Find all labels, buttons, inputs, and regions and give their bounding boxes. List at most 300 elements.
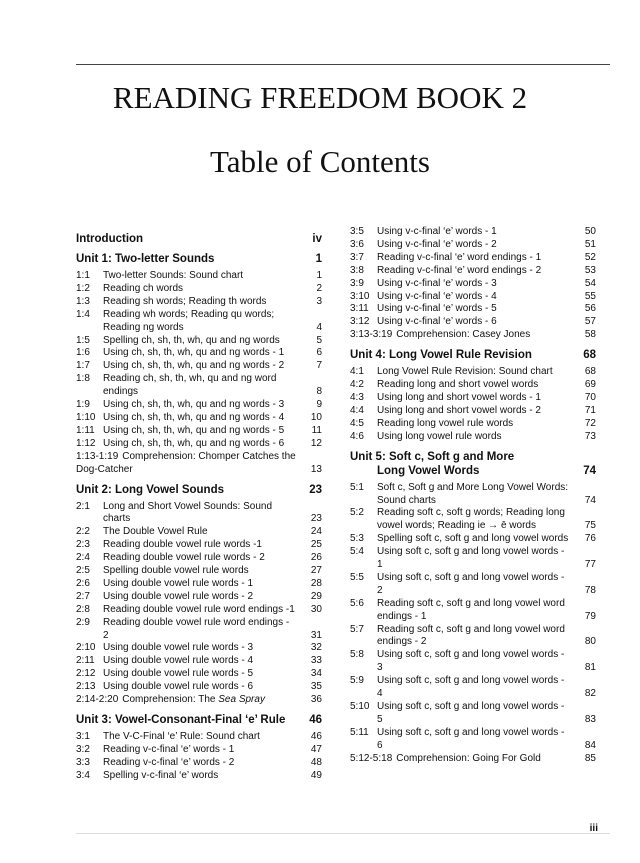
toc-entry-title bbox=[377, 316, 570, 329]
toc-entry-number: 1:9 bbox=[76, 399, 90, 411]
toc-entry-title bbox=[377, 278, 570, 291]
toc-entry-number: 4:2 bbox=[350, 379, 364, 391]
unit-heading-text: Unit 1: Two-letter Sounds bbox=[76, 253, 215, 265]
toc-entry-page: 57 bbox=[584, 316, 596, 328]
toc-entry-title-text: Using ch, sh, th, wh, qu and ng words - 4 bbox=[103, 411, 285, 423]
toc-entry bbox=[76, 399, 322, 412]
toc-entry-number: 1:4 bbox=[76, 308, 90, 320]
toc-entry-page: 54 bbox=[584, 277, 596, 289]
toc-entry-number: 5:3 bbox=[350, 533, 364, 545]
toc-entry-title-text: Spelling v-c-final ‘e’ words bbox=[103, 769, 219, 781]
toc-entry-page: 32 bbox=[310, 642, 322, 654]
toc-entry bbox=[76, 744, 322, 757]
toc-entry-title-text: Using soft c, soft g and long vowel words - 5 bbox=[377, 701, 565, 725]
toc-entry-number: 5:11 bbox=[350, 726, 369, 738]
toc-entry bbox=[76, 425, 322, 438]
toc-entry-page: 55 bbox=[584, 290, 596, 302]
toc-entry bbox=[350, 572, 596, 598]
toc-entry-number: 2:12 bbox=[76, 668, 96, 680]
toc-entry bbox=[76, 347, 322, 360]
toc-entry-title bbox=[377, 405, 570, 418]
toc-entry-title bbox=[377, 675, 570, 701]
toc-entry-page: 1 bbox=[316, 270, 322, 281]
toc-entry bbox=[350, 727, 596, 753]
toc-entry-number: 1:7 bbox=[76, 360, 90, 372]
toc-entry-title-text: Reading v-c-final ‘e’ word endings - 2 bbox=[377, 264, 542, 276]
toc-entry-title-text: Reading ch words bbox=[103, 282, 184, 294]
toc-entry bbox=[350, 278, 596, 291]
toc-entry-number: 2:13 bbox=[76, 681, 96, 693]
toc-right-column bbox=[350, 226, 596, 766]
toc-entry-title-text: Two-letter Sounds: Sound chart bbox=[103, 270, 244, 281]
top-rule bbox=[76, 64, 610, 65]
toc-entry-title-text: Using long vowel rule words bbox=[377, 430, 502, 442]
toc-entry-title bbox=[377, 431, 570, 444]
toc-entry-title-text: Comprehension: Casey Jones bbox=[396, 329, 531, 341]
toc-entry-number: 5:4 bbox=[350, 546, 364, 558]
unit-heading-text: Introduction bbox=[76, 233, 144, 245]
toc-entry-page: 6 bbox=[316, 347, 322, 359]
toc-entry-title bbox=[377, 392, 570, 405]
toc-entry-page: 58 bbox=[584, 329, 596, 341]
toc-entry-number: 5:12-5:18 bbox=[350, 752, 393, 764]
toc-entry-number: 3:3 bbox=[76, 756, 90, 768]
toc-entry-page: 80 bbox=[584, 636, 596, 648]
toc-entry-page: 30 bbox=[310, 603, 322, 615]
toc-entry-number: 4:5 bbox=[350, 417, 364, 429]
toc-entry-title-text: Using soft c, soft g and long vowel words - 1 bbox=[377, 546, 565, 571]
toc-entry-title-text: Using ch, sh, th, wh, qu and ng words - 2 bbox=[103, 360, 285, 372]
toc-entry-title-text: Spelling ch, sh, th, wh, qu and ng words bbox=[103, 334, 280, 346]
toc-entry-number: 3:2 bbox=[76, 743, 90, 755]
toc-entry-number: 1:8 bbox=[76, 373, 90, 385]
toc-entry-title bbox=[377, 533, 570, 546]
toc-entry-page: 77 bbox=[584, 559, 596, 571]
toc-entry bbox=[76, 668, 322, 681]
toc-entry bbox=[350, 482, 596, 508]
toc-entry-page: 83 bbox=[584, 713, 596, 725]
toc-entry bbox=[76, 565, 322, 578]
unit-heading bbox=[350, 348, 596, 362]
toc-entry-page: 73 bbox=[584, 430, 596, 442]
toc-entry-page: 31 bbox=[310, 629, 322, 641]
toc-entry bbox=[76, 604, 322, 617]
toc-entry-title-text: Using double vowel rule words - 5 bbox=[103, 668, 254, 680]
toc-entry-title-text: The Double Vowel Rule bbox=[103, 526, 208, 538]
unit-heading bbox=[350, 450, 596, 478]
toc-entry-title-text: Reading double vowel rule word endings - 2 bbox=[103, 616, 290, 641]
unit-heading-page: 74 bbox=[583, 464, 596, 477]
toc-entry-title bbox=[377, 265, 570, 278]
toc-entry bbox=[76, 309, 322, 335]
toc-entry-title-text: Reading soft c, soft g and long vowel word endings - 2 bbox=[377, 623, 565, 648]
toc-entry-page: 35 bbox=[310, 681, 322, 693]
toc-entry-title bbox=[103, 526, 296, 539]
unit-heading bbox=[76, 232, 322, 246]
toc-entry-number: 2:4 bbox=[76, 552, 90, 564]
toc-entry-page: 76 bbox=[584, 533, 596, 545]
toc-entry-title bbox=[377, 546, 570, 572]
toc-entry-title-text: Using double vowel rule words - 3 bbox=[103, 642, 254, 654]
toc-entry bbox=[350, 675, 596, 701]
toc-entry bbox=[76, 757, 322, 770]
toc-entry-title-italic: Sea Spray bbox=[218, 694, 265, 706]
toc-entry bbox=[350, 753, 596, 766]
toc-entry-number: 5:7 bbox=[350, 623, 364, 635]
toc-entry-title-text: Reading ch, sh, th, wh, qu and ng word endings bbox=[103, 373, 277, 398]
toc-entry-page: 68 bbox=[584, 366, 596, 378]
toc-entry-number: 2:10 bbox=[76, 642, 96, 654]
toc-entry-number: 2:8 bbox=[76, 603, 90, 615]
toc-entry-title bbox=[103, 770, 296, 783]
toc-entry-page: 23 bbox=[310, 513, 322, 525]
toc-entry-title-text: Reading soft c, soft g and long vowel word endings - 1 bbox=[377, 597, 565, 622]
toc-entry bbox=[350, 546, 596, 572]
toc-entry-page: 29 bbox=[310, 590, 322, 602]
toc-entry-page: 51 bbox=[584, 238, 596, 250]
toc-entry bbox=[350, 405, 596, 418]
toc-entry-page: 12 bbox=[310, 437, 322, 449]
toc-entry-page: 28 bbox=[310, 577, 322, 589]
toc-entry-page: 3 bbox=[316, 295, 322, 307]
toc-entry-number: 3:11 bbox=[350, 303, 369, 315]
toc-entry-title-text: Long Vowel Rule Revision: Sound chart bbox=[377, 366, 553, 378]
toc-entry-title-text: Using long and short vowel words - 2 bbox=[377, 404, 541, 416]
toc-entry-title-text: Using double vowel rule words - 4 bbox=[103, 655, 254, 667]
toc-entry-title-text: Using soft c, soft g and long vowel words - 6 bbox=[377, 726, 565, 751]
toc-entry-page: 79 bbox=[584, 610, 596, 622]
toc-entry bbox=[350, 533, 596, 546]
toc-entry-page: 50 bbox=[584, 226, 596, 237]
toc-entry-page: 72 bbox=[584, 417, 596, 429]
unit-heading-page: 46 bbox=[309, 714, 322, 726]
unit-heading-text: Unit 4: Long Vowel Rule Revision bbox=[350, 349, 532, 362]
toc-entry-page: 85 bbox=[584, 752, 596, 764]
toc-entry-title-text: Using ch, sh, th, wh, qu and ng words - 1 bbox=[103, 347, 285, 359]
toc-entry-number: 1:2 bbox=[76, 282, 90, 294]
toc-entry-page: 9 bbox=[316, 399, 322, 411]
toc-entry-title-text: Using ch, sh, th, wh, qu and ng words - 5 bbox=[103, 424, 285, 436]
toc-entry-page: 81 bbox=[584, 662, 596, 674]
toc-entry-page: 49 bbox=[310, 769, 322, 781]
toc-entry-number: 1:11 bbox=[76, 424, 95, 436]
toc-entry-page: 5 bbox=[316, 334, 322, 346]
toc-entry bbox=[76, 731, 322, 744]
toc-entry bbox=[350, 507, 596, 533]
toc-entry bbox=[350, 226, 596, 239]
toc-entry-title bbox=[377, 379, 570, 392]
toc-entry-number: 2:2 bbox=[76, 526, 90, 538]
toc-entry-title-text: The V-C-Final ‘e’ Rule: Sound chart bbox=[103, 731, 260, 742]
toc-entry bbox=[76, 296, 322, 309]
toc-entry-number: 5:10 bbox=[350, 701, 370, 712]
toc-entry-title bbox=[103, 539, 296, 552]
toc-entry bbox=[350, 252, 596, 265]
toc-entry bbox=[76, 681, 322, 694]
unit-heading bbox=[76, 252, 322, 266]
toc-entry-number: 3:13-3:19 bbox=[350, 329, 393, 341]
toc-entry-title-text: Using long and short vowel words - 1 bbox=[377, 391, 541, 403]
toc-entry-title bbox=[377, 624, 570, 650]
toc-entry bbox=[350, 265, 596, 278]
toc-entry-number: 5:6 bbox=[350, 597, 364, 609]
toc-entry-title bbox=[377, 598, 570, 624]
toc-entry bbox=[350, 303, 596, 316]
toc-entry-title-text: Using soft c, soft g and long vowel words - 4 bbox=[377, 675, 565, 700]
toc-entry-title-text: Using soft c, soft g and long vowel words - 2 bbox=[377, 571, 565, 596]
toc-entry-title bbox=[377, 239, 570, 252]
toc-entry-title bbox=[103, 757, 296, 770]
toc-entry-page: 74 bbox=[584, 494, 596, 506]
toc-entry-title bbox=[103, 642, 296, 655]
toc-entry bbox=[76, 438, 322, 451]
toc-entry-title-text: Reading long vowel rule words bbox=[377, 417, 514, 429]
toc-entry-page: 48 bbox=[310, 756, 322, 768]
toc-entry-title-text: Using double vowel rule words - 2 bbox=[103, 590, 254, 602]
toc-entry bbox=[350, 392, 596, 405]
toc-entry-number: 3:12 bbox=[350, 316, 370, 328]
toc-entry-title bbox=[103, 681, 296, 694]
toc-entry bbox=[76, 270, 322, 283]
toc-entry-title-text: Soft c, Soft g and More Long Vowel Words: Sound charts bbox=[377, 481, 569, 506]
toc-entry-title bbox=[103, 360, 296, 373]
toc-entry-page: 52 bbox=[584, 251, 596, 263]
toc-entry-page: 36 bbox=[310, 694, 322, 706]
toc-entry-title bbox=[103, 425, 296, 438]
toc-entry-title bbox=[103, 501, 296, 527]
toc-entry-number: 2:9 bbox=[76, 616, 90, 628]
toc-entry bbox=[76, 770, 322, 783]
toc-entry-title-text: Reading double vowel rule word endings -1 bbox=[103, 603, 295, 615]
book-title: READING FREEDOM BOOK 2 bbox=[112, 80, 528, 115]
toc-entry-title bbox=[103, 412, 296, 425]
toc-entry-number: 2:14-2:20 bbox=[76, 694, 119, 706]
toc-entry-page: 84 bbox=[584, 739, 596, 751]
toc-entry-title-text: Comprehension: Going For Gold bbox=[396, 752, 541, 764]
toc-entry bbox=[76, 412, 322, 425]
toc-entry bbox=[350, 431, 596, 444]
toc-entry-title bbox=[377, 507, 570, 533]
toc-entry-title-text: Reading double vowel rule words - 2 bbox=[103, 552, 265, 564]
toc-entry-title-text: Reading double vowel rule words -1 bbox=[103, 539, 262, 551]
toc-entry-number: 1:5 bbox=[76, 334, 90, 346]
toc-entry-number: 3:10 bbox=[350, 290, 370, 302]
toc-entry bbox=[76, 694, 322, 707]
toc-entry-page: 26 bbox=[310, 552, 322, 564]
toc-entry-title bbox=[377, 727, 570, 753]
toc-entry bbox=[76, 617, 322, 643]
toc-entry-number: 4:6 bbox=[350, 430, 364, 442]
toc-entry-number: 1:1 bbox=[76, 270, 90, 281]
toc-entry-page: 69 bbox=[584, 379, 596, 391]
unit-heading-text-continued: Long Vowel Words bbox=[377, 464, 480, 477]
toc-entry-title bbox=[103, 617, 296, 643]
toc-entry-page: 34 bbox=[310, 668, 322, 680]
toc-entry-title bbox=[377, 482, 570, 508]
toc-entry-number: 1:12 bbox=[76, 437, 96, 449]
toc-entry-number: 4:3 bbox=[350, 391, 364, 403]
toc-entry-number: 3:5 bbox=[350, 226, 364, 237]
toc-left-column bbox=[76, 226, 322, 783]
unit-heading-page: 68 bbox=[583, 349, 596, 362]
toc-entry-page: 24 bbox=[310, 526, 322, 538]
toc-entry-title-text: Using ch, sh, th, wh, qu and ng words - 6 bbox=[103, 437, 285, 449]
toc-entry-number: 5:8 bbox=[350, 649, 364, 661]
toc-entry bbox=[76, 642, 322, 655]
toc-entry bbox=[76, 360, 322, 373]
toc-entry-title-text: Spelling double vowel rule words bbox=[103, 565, 249, 577]
toc-entry-number: 3:7 bbox=[350, 251, 364, 263]
toc-entry-page: 27 bbox=[310, 565, 322, 577]
toc-entry-title-text: Spelling soft c, soft g and long vowel words bbox=[377, 533, 569, 545]
toc-entry-page: 46 bbox=[310, 731, 322, 742]
toc-entry-title bbox=[103, 438, 296, 451]
toc-entry-number: 2:7 bbox=[76, 590, 90, 602]
toc-entry bbox=[76, 526, 322, 539]
toc-entry-title-text: Using v-c-final ‘e’ words - 2 bbox=[377, 238, 497, 250]
toc-entry-title bbox=[377, 291, 570, 304]
toc-entry-number: 1:3 bbox=[76, 295, 90, 307]
unit-heading-text: Unit 3: Vowel-Consonant-Final ‘e’ Rule bbox=[76, 714, 286, 726]
unit-heading-text: Unit 5: Soft c, Soft g and More bbox=[350, 450, 515, 463]
toc-entry-title-text: Reading v-c-final ‘e’ words - 2 bbox=[103, 756, 235, 768]
toc-entry bbox=[76, 655, 322, 668]
toc-entry bbox=[350, 379, 596, 392]
toc-entry-number: 2:11 bbox=[76, 655, 95, 667]
toc-entry-number: 3:6 bbox=[350, 238, 364, 250]
toc-entry-title bbox=[103, 668, 296, 681]
toc-entry-number: 5:1 bbox=[350, 481, 364, 493]
toc-entry-page: 13 bbox=[310, 463, 322, 475]
toc-entry-title-text: Using ch, sh, th, wh, qu and ng words - 3 bbox=[103, 399, 285, 411]
toc-entry-number: 1:10 bbox=[76, 411, 96, 423]
toc-entry-number: 2:5 bbox=[76, 565, 90, 577]
toc-entry-number: 3:4 bbox=[76, 769, 90, 781]
toc-entry-title bbox=[103, 655, 296, 668]
toc-entry-number: 2:1 bbox=[76, 500, 90, 512]
toc-entry bbox=[76, 501, 322, 527]
toc-entry bbox=[350, 701, 596, 727]
toc-entry-page: 56 bbox=[584, 303, 596, 315]
toc-entry-title bbox=[103, 744, 296, 757]
toc-entry-title-text: Using v-c-final ‘e’ words - 5 bbox=[377, 303, 497, 315]
toc-entry-title-text: Using double vowel rule words - 1 bbox=[103, 577, 254, 589]
toc-entry-title bbox=[103, 347, 296, 360]
toc-entry-number: 4:4 bbox=[350, 404, 364, 416]
toc-entry-title bbox=[377, 701, 570, 727]
bottom-rule bbox=[76, 833, 610, 834]
toc-entry-number: 2:6 bbox=[76, 577, 90, 589]
toc-entry-page: 78 bbox=[584, 584, 596, 596]
toc-entry-title-text: Using v-c-final ‘e’ words - 4 bbox=[377, 290, 497, 302]
toc-entry-title bbox=[103, 335, 296, 348]
toc-entry-page: 70 bbox=[584, 391, 596, 403]
toc-entry-page: 82 bbox=[584, 688, 596, 700]
toc-entry-page: 11 bbox=[311, 424, 322, 436]
toc-entry-title-text: Reading sh words; Reading th words bbox=[103, 295, 267, 307]
toc-entry-number: 1:13-1:19 bbox=[76, 450, 119, 462]
toc-entry bbox=[76, 283, 322, 296]
toc-entry-title bbox=[103, 604, 296, 617]
toc-entry-title bbox=[103, 296, 296, 309]
toc-entry-title bbox=[103, 309, 296, 335]
toc-entry-title-text: Using soft c, soft g and long vowel words - 3 bbox=[377, 649, 565, 674]
toc-entry bbox=[350, 624, 596, 650]
toc-entry-title-text: Long and Short Vowel Sounds: Sound charts bbox=[103, 500, 273, 525]
toc-entry-title-text: Using v-c-final ‘e’ words - 3 bbox=[377, 277, 497, 289]
toc-entry-title bbox=[103, 731, 296, 744]
toc-entry-title-text: Using v-c-final ‘e’ words - 6 bbox=[377, 316, 497, 328]
toc-entry-page: 75 bbox=[584, 520, 596, 532]
toc-entry-title bbox=[103, 283, 296, 296]
toc-entry-title-text: Comprehension: Chomper Catches the Dog-Catcher bbox=[76, 450, 296, 475]
toc-entry-number: 1:6 bbox=[76, 347, 90, 359]
toc-entry bbox=[76, 591, 322, 604]
toc-entry bbox=[76, 335, 322, 348]
toc-entry-title-text: Reading v-c-final ‘e’ words - 1 bbox=[103, 743, 235, 755]
toc-entry bbox=[76, 373, 322, 399]
toc-entry-title bbox=[103, 578, 296, 591]
toc-entry-number: 3:9 bbox=[350, 277, 364, 289]
toc-entry bbox=[350, 366, 596, 379]
toc-entry-page: 8 bbox=[316, 386, 322, 398]
toc-entry-title-text: Using v-c-final ‘e’ words - 1 bbox=[377, 226, 497, 237]
unit-heading bbox=[76, 713, 322, 727]
toc-entry-title-text: Reading v-c-final ‘e’ word endings - 1 bbox=[377, 251, 542, 263]
unit-heading-text: Unit 2: Long Vowel Sounds bbox=[76, 483, 225, 496]
page-number: iii bbox=[589, 823, 598, 834]
toc-entry-title-text: Reading long and short vowel words bbox=[377, 379, 539, 391]
toc-entry bbox=[350, 598, 596, 624]
toc-entry-number: 5:9 bbox=[350, 675, 364, 687]
toc-entry bbox=[76, 539, 322, 552]
toc-entry-title bbox=[377, 366, 570, 379]
toc-entry-number: 5:2 bbox=[350, 507, 364, 519]
toc-entry bbox=[76, 578, 322, 591]
toc-entry-page: 25 bbox=[310, 539, 322, 551]
toc-entry-page: 71 bbox=[584, 404, 596, 416]
toc-entry-number: 3:8 bbox=[350, 264, 364, 276]
toc-entry-title bbox=[377, 572, 570, 598]
toc-entry-title-text: Reading wh words; Reading qu words; Reading ng words bbox=[103, 308, 275, 333]
toc-entry bbox=[350, 329, 596, 342]
toc-entry-page: 4 bbox=[316, 321, 322, 333]
toc-entry-title bbox=[103, 399, 296, 412]
page-title: Table of Contents bbox=[210, 144, 430, 179]
toc-entry-number: 3:1 bbox=[76, 731, 90, 742]
toc-entry-page: 47 bbox=[310, 743, 322, 755]
unit-heading bbox=[76, 483, 322, 497]
toc-entry bbox=[76, 552, 322, 565]
unit-heading-page: iv bbox=[312, 233, 322, 245]
toc-entry-title bbox=[103, 565, 296, 578]
toc-entry-title bbox=[103, 373, 296, 399]
toc-entry-page: 2 bbox=[316, 282, 322, 294]
toc-entry-number: 4:1 bbox=[350, 366, 364, 378]
toc-entry-title bbox=[377, 226, 570, 239]
toc-entry bbox=[350, 239, 596, 252]
toc-entry bbox=[350, 649, 596, 675]
unit-heading-page: 1 bbox=[315, 253, 322, 265]
toc-entry-title bbox=[377, 303, 570, 316]
toc-entry-number: 2:3 bbox=[76, 539, 90, 551]
toc-entry bbox=[350, 291, 596, 304]
toc-entry-title bbox=[377, 418, 570, 431]
toc-entry-page: 53 bbox=[584, 264, 596, 276]
toc-entry bbox=[76, 451, 322, 477]
toc-entry-page: 7 bbox=[316, 360, 322, 372]
unit-heading-page: 23 bbox=[309, 483, 322, 496]
